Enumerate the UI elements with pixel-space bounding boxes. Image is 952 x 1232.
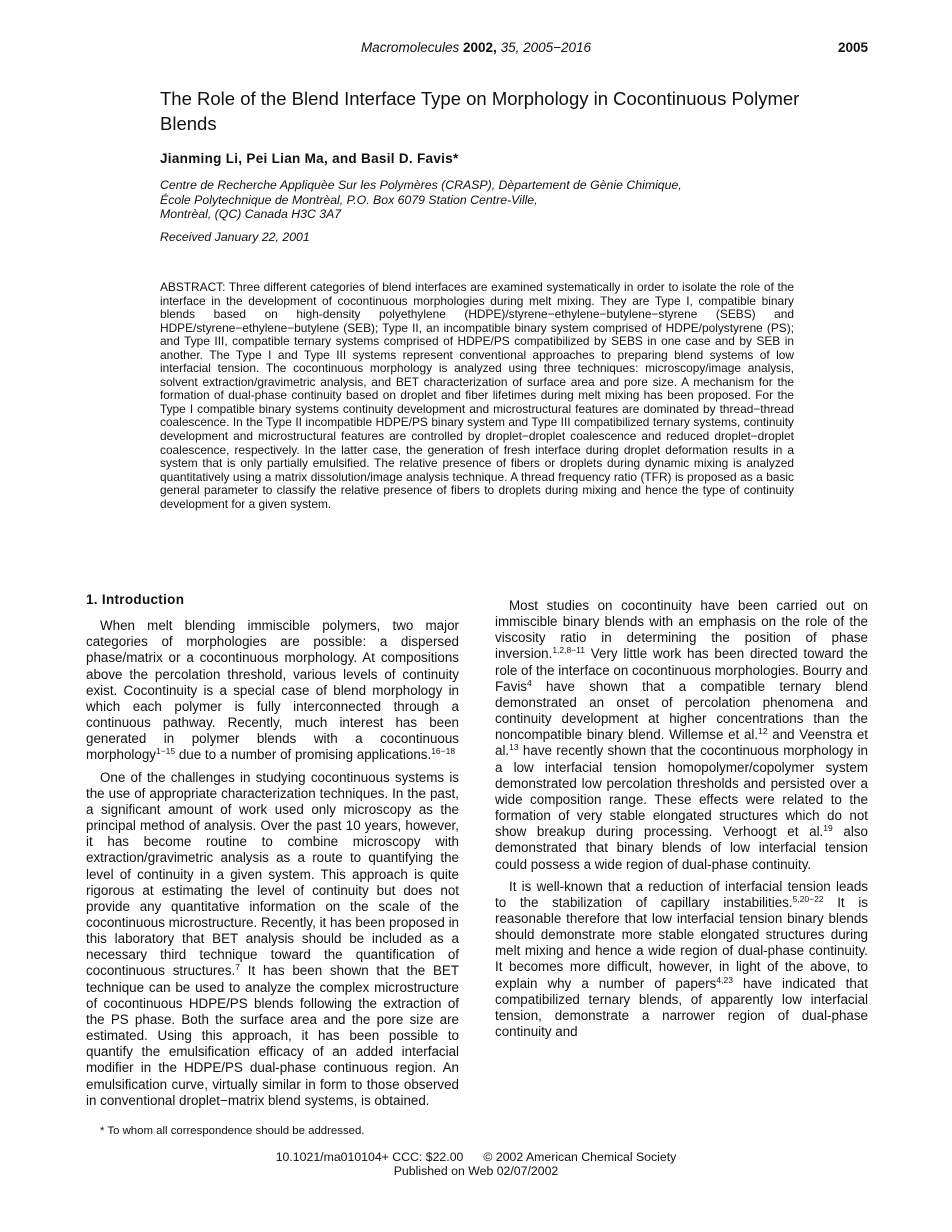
doi-ccc: 10.1021/ma010104+ CCC: $22.00 [275, 1150, 464, 1164]
affiliation [160, 178, 682, 222]
copyright: © 2002 American Chemical Society [483, 1150, 677, 1164]
journal-citation [0, 40, 952, 55]
body-paragraph: When melt blending immiscible polymers, two major categories of morphologies are possible: a dispersed phase/matrix or a cocontinuous morphology. At compositions above the percolation threshold, various levels of continuity exist. Cocontinuity is a special case of blend morphology in which each polymer is fully interconnected through a continuous pathway. Recently, much interest has been generated in polymer blends with a cocontinuous morphology$^{1-15}$ due to a number of promising applications.$^{16-18}$ [86, 618, 459, 763]
citation-ref: 4 [527, 677, 532, 688]
affiliation-line: Centre de Recherche Appliquèe Sur les Polymères (CRASP), Dèpartement de Gènie Chimique, [160, 178, 682, 192]
author-list: Jianming Li, Pei Lian Ma, and Basil D. Favis* [160, 151, 459, 166]
citation-ref: 1,2,8−11 [552, 645, 586, 656]
citation-ref: 16−18 [431, 746, 456, 757]
page-number: 2005 [837, 40, 868, 55]
body-paragraph: It is well-known that a reduction of interfacial tension leads to the stabilization of capillary instabilities.$^{5,20-22}$ It is reasonable therefore that low interfacial tension binary blends should demonstrate more stable elongated structures during melt mixing and hence a wide region of dual-phase continuity. It becomes more difficult, however, in light of the above, to explain why a number of papers$^{4,23}$ have indicated that compatibilized ternary blends, of apparently low interfacial tension, demonstrate a narrower region of dual-phase continuity and [495, 878, 868, 1040]
correspondence-footnote: * To whom all correspondence should be addressed. [100, 1125, 365, 1137]
section-heading: 1. Introduction [86, 592, 185, 607]
body-paragraph: One of the challenges in studying cocontinuous systems is the use of appropriate characterization techniques. In the past, a significant amount of work used only microscopy as the principal method of analysis. Over the past 10 years, however, it has become routine to combine microscopy with extraction/gravimetric analysis as a route to quantifying the level of continuity in a given system. This approach is quite rigorous at estimating the level of continuity but does not provide any quantitative information on the scale of the cocontinuous microstructure. Recently, it has been proposed in this laboratory that BET analysis should be included as a necessary third technique toward the quantification of cocontinuous structures.$^7$ It has been shown that the BET technique can be used to analyze the complex microstructure of cocontinuous HDPE/PS blends following the extraction of the PS phase. Both the surface area and the pore size are estimated. Using this approach, it has been possible to quantify the emulsification efficacy of an added interfacial modifier in the HDPE/PS dual-phase continuous region. An emulsification curve, virtually similar in form to those observed in conventional droplet−matrix blend systems, is obtained. [86, 769, 460, 1108]
published-date: Published on Web 02/07/2002 [393, 1163, 559, 1178]
journal-year: 2002, [463, 40, 497, 55]
article-title: The Role of the Blend Interface Type on Morphology in Cocontinuous Polymer Blends [160, 88, 800, 134]
right-column [495, 592, 868, 1040]
citation-ref: 4,23 [716, 974, 733, 985]
journal-volume: 35, [500, 40, 520, 55]
body-paragraph: Most studies on cocontinuity have been carried out on immiscible binary blends with an emphasis on the role of the viscosity ratio in determining the position of phase inversion.$^{1,2,8-11}$ Very little work has been directed toward the role of the interface on cocontinuous morphologies. Bourry and Favis$^4$ have shown that a compatible ternary blend demonstrated an onset of percolation phenomena and continuity development at higher concentrations than the noncompatible binary blend. Willemse et al.$^{12}$ and Veenstra et al.$^{13}$ have recently shown that the cocontinuous morphology in a low interfacial tension homopolymer/copolymer system demonstrated low percolation thresholds and persisted over a wide composition range. These effects were related to the formation of very stable elongated structures which do not show breakup during processing. Verhoogt et al.$^{19}$ also demonstrated that binary blends of low interfacial tension could possess a wide region of dual-phase continuity. [495, 598, 868, 872]
journal-pages: 2005−2016 [523, 40, 592, 55]
citation-ref: 5,20−22 [792, 893, 824, 904]
received-date: Received January 22, 2001 [160, 230, 310, 244]
abstract: ABSTRACT: Three different categories of blend interfaces are examined systematically in order to isolate the role of the interface in the development of cocontinuous morphologies during melt mixing. They are Type I, compatible binary blends based on high-density polyethylene (HDPE)/styrene−ethylene−butylene−styrene (SEBS) and HDPE/styrene−ethylene−butylene (SEB); Type II, an incompatible binary system comprised of HDPE/polystyrene (PS); and Type III, compatible ternary systems comprised of HDPE/PS compatibilized by SEBS in one case and by SEB in another. The Type I and Type III systems represent conventional approaches to preparing blend systems of low interfacial tension. The cocontinuous morphology is analyzed using three techniques: microscopy/image analysis, solvent extraction/gravimetric analysis, and BET characterization of surface area and pore size. A mechanism for the formation of dual-phase continuity based on droplet and fiber lifetimes during melt mixing has been proposed. For the Type I compatible binary systems continuity development and microstructural features are dominated by thread−thread coalescence. In the Type II incompatible HDPE/PS binary system and Type III compatibilized ternary systems, continuity development and microstructural features are controlled by droplet−droplet coalescence and reduced droplet−droplet coalescence, respectively. In the latter case, the generation of fresh interface during droplet deformation results in a system that is only partially emulsified. The relative presence of fibers or droplets during dynamic mixing is analyzed quantitatively using a matrix dissolution/image analysis technique. A thread frequency ratio (TFR) is proposed as a basic general parameter to classify the relative presence of fibers to droplets during mixing and hence the type of continuity development for a given system. [160, 280, 794, 511]
citation-ref: 19 [823, 823, 833, 834]
affiliation-line: Montrèal, (QC) Canada H3C 3A7 [160, 207, 342, 221]
citation-ref: 7 [235, 962, 240, 973]
citation-ref: 13 [509, 742, 519, 753]
citation-ref: 12 [758, 726, 768, 737]
page-footer [0, 1151, 952, 1178]
affiliation-line: École Polytechnique de Montrèal, P.O. Box 6079 Station Centre-Ville, [160, 192, 538, 207]
left-column [86, 592, 459, 1109]
journal-name: Macromolecules [360, 40, 460, 55]
citation-ref: 1−15 [155, 746, 176, 757]
